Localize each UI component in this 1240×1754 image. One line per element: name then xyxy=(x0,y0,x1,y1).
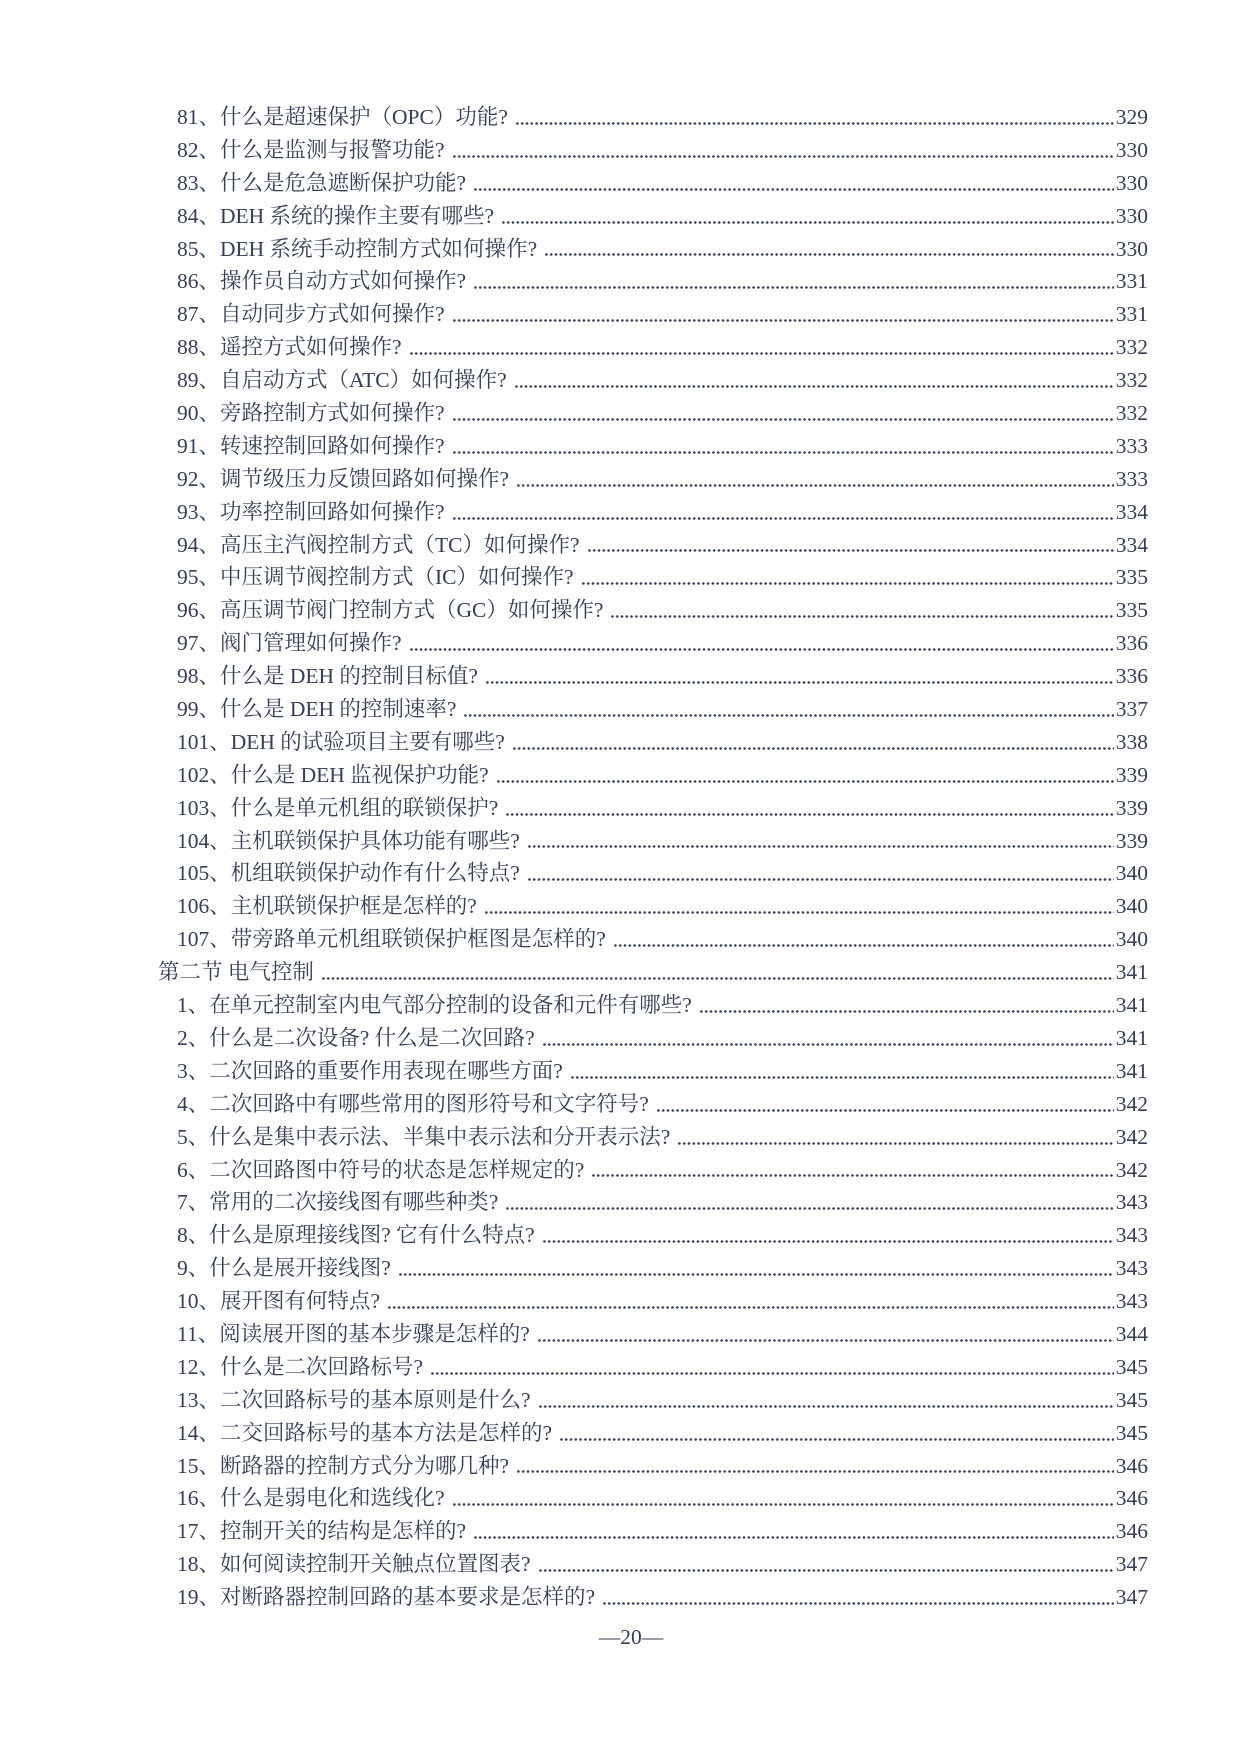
toc-entry-label: 86、操作员自动方式如何操作? xyxy=(177,269,467,294)
dotted-leader xyxy=(699,989,1114,1022)
toc-entry-label: 14、二交回路标号的基本方法是怎样的? xyxy=(177,1420,553,1445)
toc-entry-page: 338 xyxy=(1115,729,1148,754)
toc-entry-page: 331 xyxy=(1115,302,1148,327)
toc-entry-label: 19、对断路器控制回路的基本要求是怎样的? xyxy=(177,1585,596,1610)
toc-row xyxy=(0,857,1240,890)
dotted-leader xyxy=(321,956,1114,989)
toc-row xyxy=(0,496,1240,529)
toc-entry-label: 1、在单元控制室内电气部分控制的设备和元件有哪些? xyxy=(177,993,692,1018)
page-footer xyxy=(0,1621,1240,1654)
dotted-leader xyxy=(452,298,1114,331)
toc-entry-page: 333 xyxy=(1115,466,1148,491)
dotted-leader xyxy=(542,1219,1114,1252)
toc-entry-page: 345 xyxy=(1115,1420,1148,1445)
toc-entry-page: 345 xyxy=(1115,1354,1148,1379)
toc-entry-page: 341 xyxy=(1115,1025,1148,1050)
dotted-leader xyxy=(452,1482,1114,1515)
toc-entry-page: 330 xyxy=(1115,170,1148,195)
dotted-leader xyxy=(473,1515,1114,1548)
toc-entry-page: 343 xyxy=(1115,1223,1148,1248)
toc-row xyxy=(0,298,1240,331)
toc-row xyxy=(0,1121,1240,1154)
toc-entry-page: 339 xyxy=(1115,828,1148,853)
toc-entry-page: 343 xyxy=(1115,1190,1148,1215)
toc-entry-page: 334 xyxy=(1115,532,1148,557)
dotted-leader xyxy=(505,1186,1113,1219)
dotted-leader xyxy=(581,561,1114,594)
toc-entry-page: 331 xyxy=(1115,269,1148,294)
toc-entry-page: 339 xyxy=(1115,795,1148,820)
dotted-leader xyxy=(514,364,1114,397)
toc-entry-label: 12、什么是二次回路标号? xyxy=(177,1354,424,1379)
toc-entry-label: 6、二次回路图中符号的状态是怎样规定的? xyxy=(177,1157,585,1182)
toc-entry-page: 332 xyxy=(1115,401,1148,426)
toc-entry-label: 105、机组联锁保护动作有什么特点? xyxy=(177,861,520,886)
toc-row xyxy=(0,1450,1240,1483)
toc-entry-page: 335 xyxy=(1115,565,1148,590)
toc-row xyxy=(0,561,1240,594)
toc-entry-page: 339 xyxy=(1115,762,1148,787)
dotted-leader xyxy=(527,825,1114,858)
toc-entry-page: 343 xyxy=(1115,1289,1148,1314)
toc-entry-label: 98、什么是 DEH 的控制目标值? xyxy=(177,664,478,689)
toc-row xyxy=(0,1154,1240,1187)
toc-entry-label: 8、什么是原理接线图? 它有什么特点? xyxy=(177,1223,535,1248)
toc-entry-label: 85、DEH 系统手动控制方式如何操作? xyxy=(177,236,538,261)
dotted-leader xyxy=(570,1055,1114,1088)
dotted-leader xyxy=(677,1121,1113,1154)
toc-row xyxy=(0,101,1240,134)
dotted-leader xyxy=(515,101,1114,134)
dotted-leader xyxy=(496,759,1114,792)
dotted-leader xyxy=(613,923,1114,956)
toc-row xyxy=(0,956,1240,989)
dotted-leader xyxy=(527,857,1114,890)
toc-entry-page: 340 xyxy=(1115,861,1148,886)
toc-row xyxy=(0,825,1240,858)
toc-entry-page: 335 xyxy=(1115,598,1148,623)
dotted-leader xyxy=(538,1384,1114,1417)
dotted-leader xyxy=(473,167,1114,200)
toc-row xyxy=(0,1186,1240,1219)
toc-row xyxy=(0,1384,1240,1417)
toc-entry-label: 84、DEH 系统的操作主要有哪些? xyxy=(177,203,495,228)
toc-entry-page: 342 xyxy=(1115,1091,1148,1116)
toc-row xyxy=(0,1351,1240,1384)
toc-row xyxy=(0,1482,1240,1515)
toc-entry-label: 3、二次回路的重要作用表现在哪些方面? xyxy=(177,1058,563,1083)
toc-row xyxy=(0,660,1240,693)
toc-row xyxy=(0,134,1240,167)
dotted-leader xyxy=(452,397,1114,430)
dotted-leader xyxy=(505,792,1113,825)
toc-row xyxy=(0,463,1240,496)
toc-row xyxy=(0,726,1240,759)
toc-entry-label: 87、自动同步方式如何操作? xyxy=(177,302,445,327)
toc-row xyxy=(0,1581,1240,1614)
dotted-leader xyxy=(602,1581,1114,1614)
dotted-leader xyxy=(484,890,1114,923)
dotted-leader xyxy=(398,1252,1114,1285)
dotted-leader xyxy=(591,1154,1113,1187)
toc-entry-page: 330 xyxy=(1115,236,1148,261)
toc-row xyxy=(0,792,1240,825)
toc-entry-label: 82、什么是监测与报警功能? xyxy=(177,137,445,162)
toc-entry-label: 91、转速控制回路如何操作? xyxy=(177,433,445,458)
dotted-leader xyxy=(501,200,1114,233)
toc-row xyxy=(0,989,1240,1022)
toc-entry-label: 90、旁路控制方式如何操作? xyxy=(177,401,445,426)
dotted-leader xyxy=(656,1088,1114,1121)
toc-entry-page: 347 xyxy=(1115,1552,1148,1577)
toc-entry-label: 94、高压主汽阀控制方式（TC）如何操作? xyxy=(177,532,580,557)
toc-entry-label: 4、二次回路中有哪些常用的图形符号和文字符号? xyxy=(177,1091,649,1116)
toc-entry-label: 11、阅读展开图的基本步骤是怎样的? xyxy=(177,1321,530,1346)
toc-entry-label: 104、主机联锁保护具体功能有哪些? xyxy=(177,828,520,853)
toc-entry-label: 81、什么是超速保护（OPC）功能? xyxy=(177,105,508,129)
toc-entry-label: 95、中压调节阀控制方式（IC）如何操作? xyxy=(177,565,574,590)
toc-row xyxy=(0,1515,1240,1548)
toc-entry-label: 83、什么是危急遮断保护功能? xyxy=(177,170,467,195)
toc-row xyxy=(0,364,1240,397)
toc-row xyxy=(0,1088,1240,1121)
toc-entry-page: 341 xyxy=(1115,960,1148,985)
toc-entry-page: 341 xyxy=(1115,1058,1148,1083)
toc-entry-label: 107、带旁路单元机组联锁保护框图是怎样的? xyxy=(177,927,606,952)
toc-row xyxy=(0,923,1240,956)
dotted-leader xyxy=(544,233,1114,266)
toc-entry-page: 342 xyxy=(1115,1157,1148,1182)
dotted-leader xyxy=(512,726,1114,759)
dotted-leader xyxy=(409,331,1114,364)
toc-entry-label: 103、什么是单元机组的联锁保护? xyxy=(177,795,499,820)
toc-entry-label: 9、什么是展开接线图? xyxy=(177,1256,391,1281)
toc-entry-label: 99、什么是 DEH 的控制速率? xyxy=(177,697,457,722)
toc-entry-label: 15、断路器的控制方式分为哪几种? xyxy=(177,1453,510,1478)
toc-row xyxy=(0,627,1240,660)
dotted-leader xyxy=(473,265,1114,298)
toc-entry-label: 第二节 电气控制 xyxy=(158,960,314,985)
toc-entry-page: 332 xyxy=(1115,335,1148,360)
toc-entry-label: 101、DEH 的试验项目主要有哪些? xyxy=(177,729,505,754)
toc-entry-page: 344 xyxy=(1115,1321,1148,1346)
toc-row xyxy=(0,759,1240,792)
toc-entry-page: 330 xyxy=(1115,203,1148,228)
toc-entry-label: 93、功率控制回路如何操作? xyxy=(177,499,445,524)
toc-row xyxy=(0,397,1240,430)
dotted-leader xyxy=(485,660,1114,693)
toc-entry-page: 346 xyxy=(1115,1453,1148,1478)
toc-entry-page: 330 xyxy=(1115,137,1148,162)
toc-entry-label: 18、如何阅读控制开关触点位置图表? xyxy=(177,1552,531,1577)
toc-entry-page: 333 xyxy=(1115,433,1148,458)
dotted-leader xyxy=(409,627,1114,660)
toc-entry-label: 92、调节级压力反馈回路如何操作? xyxy=(177,466,510,491)
dotted-leader xyxy=(452,496,1114,529)
dotted-leader xyxy=(387,1285,1114,1318)
toc-entry-page: 342 xyxy=(1115,1124,1148,1149)
dotted-leader xyxy=(516,1450,1114,1483)
toc-row xyxy=(0,430,1240,463)
toc-entry-page: 346 xyxy=(1115,1486,1148,1511)
toc-row xyxy=(0,1548,1240,1581)
dotted-leader xyxy=(452,134,1114,167)
toc-entry-page: 346 xyxy=(1115,1519,1148,1544)
toc-entry-label: 88、遥控方式如何操作? xyxy=(177,335,402,360)
toc-row xyxy=(0,1252,1240,1285)
dotted-leader xyxy=(537,1318,1114,1351)
toc-row xyxy=(0,693,1240,726)
toc-row xyxy=(0,1285,1240,1318)
toc-entry-page: 341 xyxy=(1115,993,1148,1018)
toc-entry-page: 343 xyxy=(1115,1256,1148,1281)
toc-entry-page: 340 xyxy=(1115,894,1148,919)
toc-entry-page: 332 xyxy=(1115,368,1148,393)
toc-entry-label: 2、什么是二次设备? 什么是二次回路? xyxy=(177,1025,535,1050)
dotted-leader xyxy=(610,594,1113,627)
toc-entry-page: 336 xyxy=(1115,664,1148,689)
toc-row xyxy=(0,167,1240,200)
toc-row xyxy=(0,1022,1240,1055)
toc-entry-label: 13、二次回路标号的基本原则是什么? xyxy=(177,1387,531,1412)
footer-page-number: —20— xyxy=(598,1625,664,1649)
toc-row xyxy=(0,1417,1240,1450)
toc-row xyxy=(0,1055,1240,1088)
toc-entry-label: 97、阀门管理如何操作? xyxy=(177,631,402,656)
toc-entry-page: 329 xyxy=(1115,105,1148,129)
dotted-leader xyxy=(516,463,1114,496)
toc-row xyxy=(0,331,1240,364)
toc-entry-label: 96、高压调节阀门控制方式（GC）如何操作? xyxy=(177,598,604,623)
toc-entry-label: 10、展开图有何特点? xyxy=(177,1289,381,1314)
toc-row xyxy=(0,594,1240,627)
toc-list xyxy=(0,101,1240,1614)
toc-row xyxy=(0,233,1240,266)
toc-entry-label: 7、常用的二次接线图有哪些种类? xyxy=(177,1190,499,1215)
toc-entry-label: 89、自启动方式（ATC）如何操作? xyxy=(177,368,507,393)
toc-row xyxy=(0,529,1240,562)
toc-row xyxy=(0,200,1240,233)
toc-entry-label: 106、主机联锁保护框是怎样的? xyxy=(177,894,477,919)
toc-row xyxy=(0,890,1240,923)
toc-row xyxy=(0,265,1240,298)
dotted-leader xyxy=(542,1022,1114,1055)
toc-entry-label: 16、什么是弱电化和选线化? xyxy=(177,1486,445,1511)
toc-entry-page: 340 xyxy=(1115,927,1148,952)
dotted-leader xyxy=(463,693,1113,726)
dotted-leader xyxy=(430,1351,1114,1384)
toc-entry-page: 336 xyxy=(1115,631,1148,656)
toc-entry-label: 17、控制开关的结构是怎样的? xyxy=(177,1519,467,1544)
toc-entry-page: 334 xyxy=(1115,499,1148,524)
toc-entry-page: 345 xyxy=(1115,1387,1148,1412)
dotted-leader xyxy=(538,1548,1114,1581)
dotted-leader xyxy=(559,1417,1114,1450)
dotted-leader xyxy=(452,430,1114,463)
toc-entry-page: 337 xyxy=(1115,697,1148,722)
dotted-leader xyxy=(587,529,1114,562)
toc-entry-label: 102、什么是 DEH 监视保护功能? xyxy=(177,762,489,787)
toc-entry-label: 5、什么是集中表示法、半集中表示法和分开表示法? xyxy=(177,1124,671,1149)
toc-entry-page: 347 xyxy=(1115,1585,1148,1610)
toc-row xyxy=(0,1318,1240,1351)
toc-row xyxy=(0,1219,1240,1252)
